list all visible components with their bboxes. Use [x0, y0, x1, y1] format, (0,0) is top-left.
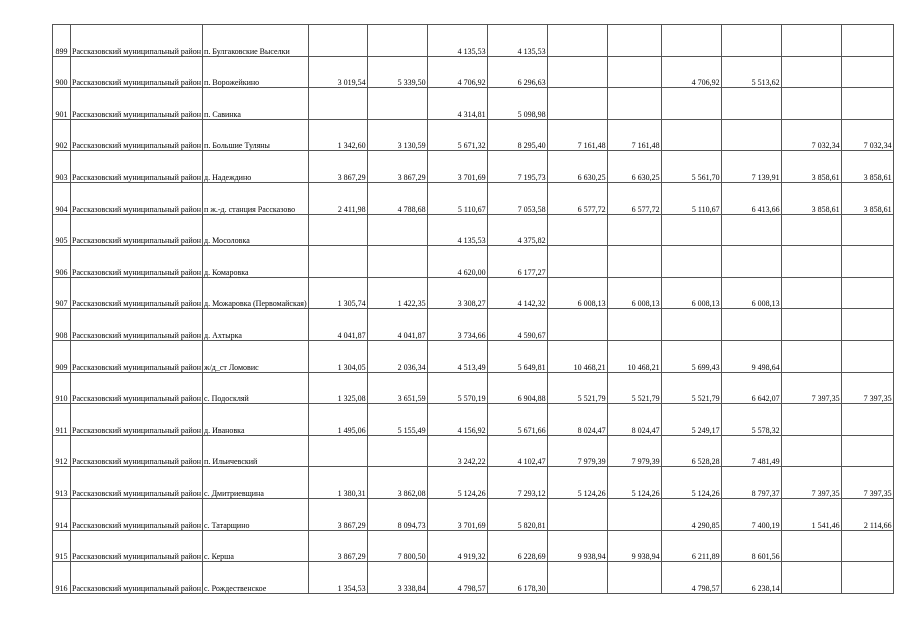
- row-number: 915: [53, 530, 71, 562]
- value-cell: [661, 214, 721, 246]
- value-cell: [547, 88, 607, 120]
- settlement-cell: с. Дмитриевщина: [203, 467, 309, 499]
- row-number: 910: [53, 372, 71, 404]
- value-cell: 6 413,66: [721, 182, 781, 214]
- value-cell: 6 008,13: [721, 277, 781, 309]
- value-cell: 4 919,32: [427, 530, 487, 562]
- settlement-cell: д. Надеждино: [203, 151, 309, 183]
- value-cell: [841, 214, 893, 246]
- district-cell: Рассказовский муниципальный район: [71, 498, 203, 530]
- settlement-cell: п. Савинка: [203, 88, 309, 120]
- table-row: [53, 88, 894, 120]
- value-cell: [721, 88, 781, 120]
- settlement-cell: п. Ворожейкино: [203, 56, 309, 88]
- value-cell: 5 699,43: [661, 340, 721, 372]
- value-cell: 5 561,70: [661, 151, 721, 183]
- value-cell: 4 798,57: [427, 562, 487, 594]
- value-cell: 3 862,08: [367, 467, 427, 499]
- value-cell: 5 155,49: [367, 404, 427, 436]
- value-cell: 6 577,72: [607, 182, 661, 214]
- value-cell: 6 528,28: [661, 435, 721, 467]
- value-cell: [607, 562, 661, 594]
- value-cell: 8 024,47: [607, 404, 661, 436]
- value-cell: 10 468,21: [547, 340, 607, 372]
- value-cell: 6 630,25: [547, 151, 607, 183]
- value-cell: [661, 88, 721, 120]
- value-cell: 6 228,69: [487, 530, 547, 562]
- value-cell: 4 135,53: [427, 25, 487, 57]
- value-cell: 6 178,30: [487, 562, 547, 594]
- value-cell: 6 238,14: [721, 562, 781, 594]
- value-cell: 4 706,92: [427, 56, 487, 88]
- value-cell: [367, 246, 427, 278]
- value-cell: 5 124,26: [427, 467, 487, 499]
- value-cell: [781, 562, 841, 594]
- value-cell: [781, 309, 841, 341]
- value-cell: 6 177,27: [487, 246, 547, 278]
- value-cell: 7 397,35: [781, 372, 841, 404]
- value-cell: [721, 309, 781, 341]
- value-cell: [841, 404, 893, 436]
- value-cell: 5 249,17: [661, 404, 721, 436]
- value-cell: 5 671,32: [427, 119, 487, 151]
- district-cell: Рассказовский муниципальный район: [71, 404, 203, 436]
- row-number: 913: [53, 467, 71, 499]
- district-cell: Рассказовский муниципальный район: [71, 530, 203, 562]
- table-row: [53, 309, 894, 341]
- value-cell: [781, 214, 841, 246]
- value-cell: [661, 246, 721, 278]
- value-cell: 3 867,29: [308, 498, 367, 530]
- value-cell: [781, 404, 841, 436]
- district-cell: Рассказовский муниципальный район: [71, 309, 203, 341]
- table-row: [53, 467, 894, 499]
- district-cell: Рассказовский муниципальный район: [71, 214, 203, 246]
- value-cell: 3 867,29: [308, 151, 367, 183]
- value-cell: 7 161,48: [607, 119, 661, 151]
- row-number: 911: [53, 404, 71, 436]
- value-cell: 6 577,72: [547, 182, 607, 214]
- table-row: [53, 435, 894, 467]
- value-cell: 5 110,67: [427, 182, 487, 214]
- value-cell: 6 008,13: [607, 277, 661, 309]
- value-cell: 4 156,92: [427, 404, 487, 436]
- value-cell: 4 513,49: [427, 340, 487, 372]
- district-cell: Рассказовский муниципальный район: [71, 56, 203, 88]
- value-cell: 4 798,57: [661, 562, 721, 594]
- value-cell: [547, 246, 607, 278]
- district-cell: Рассказовский муниципальный район: [71, 340, 203, 372]
- value-cell: 5 124,26: [661, 467, 721, 499]
- value-cell: [841, 530, 893, 562]
- value-cell: 5 098,98: [487, 88, 547, 120]
- table-row: [53, 277, 894, 309]
- settlement-cell: д. Ивановка: [203, 404, 309, 436]
- value-cell: 6 296,63: [487, 56, 547, 88]
- value-cell: 7 161,48: [547, 119, 607, 151]
- value-cell: 3 858,61: [781, 151, 841, 183]
- value-cell: [547, 309, 607, 341]
- row-number: 903: [53, 151, 71, 183]
- value-cell: 5 339,50: [367, 56, 427, 88]
- value-cell: [841, 56, 893, 88]
- value-cell: [721, 214, 781, 246]
- value-cell: 9 498,64: [721, 340, 781, 372]
- value-cell: [661, 309, 721, 341]
- value-cell: [781, 246, 841, 278]
- value-cell: [841, 309, 893, 341]
- district-cell: Рассказовский муниципальный район: [71, 372, 203, 404]
- settlement-cell: с. Татарщино: [203, 498, 309, 530]
- value-cell: [607, 56, 661, 88]
- value-cell: 1 305,74: [308, 277, 367, 309]
- value-cell: 3 242,22: [427, 435, 487, 467]
- row-number: 907: [53, 277, 71, 309]
- value-cell: [547, 562, 607, 594]
- value-cell: 4 290,85: [661, 498, 721, 530]
- value-cell: [547, 498, 607, 530]
- value-cell: [781, 530, 841, 562]
- value-cell: 6 008,13: [661, 277, 721, 309]
- value-cell: 1 541,46: [781, 498, 841, 530]
- row-number: 906: [53, 246, 71, 278]
- district-cell: Рассказовский муниципальный район: [71, 277, 203, 309]
- value-cell: [841, 435, 893, 467]
- value-cell: 5 513,62: [721, 56, 781, 88]
- table-row: [53, 119, 894, 151]
- district-cell: Рассказовский муниципальный район: [71, 435, 203, 467]
- table-row: [53, 404, 894, 436]
- row-number: 902: [53, 119, 71, 151]
- value-cell: 3 701,69: [427, 498, 487, 530]
- value-cell: 1 325,08: [308, 372, 367, 404]
- table-row: [53, 56, 894, 88]
- value-cell: 7 397,35: [841, 467, 893, 499]
- value-cell: [841, 277, 893, 309]
- value-cell: [781, 340, 841, 372]
- settlement-cell: д. Комаровка: [203, 246, 309, 278]
- value-cell: 3 651,59: [367, 372, 427, 404]
- settlement-cell: п. Большие Туляны: [203, 119, 309, 151]
- value-cell: [781, 56, 841, 88]
- value-cell: [308, 246, 367, 278]
- table-row: [53, 214, 894, 246]
- value-cell: [841, 340, 893, 372]
- value-cell: 6 630,25: [607, 151, 661, 183]
- table-row: [53, 25, 894, 57]
- value-cell: 7 139,91: [721, 151, 781, 183]
- value-cell: 8 797,37: [721, 467, 781, 499]
- value-cell: 1 495,06: [308, 404, 367, 436]
- table-row: [53, 340, 894, 372]
- value-cell: 4 041,87: [308, 309, 367, 341]
- value-cell: 5 570,19: [427, 372, 487, 404]
- value-cell: 5 521,79: [661, 372, 721, 404]
- value-cell: 7 293,12: [487, 467, 547, 499]
- value-cell: 9 938,94: [607, 530, 661, 562]
- value-cell: 5 110,67: [661, 182, 721, 214]
- value-cell: [367, 25, 427, 57]
- value-cell: 1 342,60: [308, 119, 367, 151]
- value-cell: [367, 435, 427, 467]
- row-number: 900: [53, 56, 71, 88]
- value-cell: [781, 25, 841, 57]
- value-cell: [308, 25, 367, 57]
- value-cell: 5 521,79: [547, 372, 607, 404]
- value-cell: 7 979,39: [607, 435, 661, 467]
- value-cell: 3 858,61: [841, 151, 893, 183]
- value-cell: 4 706,92: [661, 56, 721, 88]
- value-cell: 7 800,50: [367, 530, 427, 562]
- value-cell: 3 858,61: [781, 182, 841, 214]
- value-cell: 7 195,73: [487, 151, 547, 183]
- table-row: [53, 151, 894, 183]
- table-row: [53, 246, 894, 278]
- value-cell: [721, 119, 781, 151]
- row-number: 908: [53, 309, 71, 341]
- settlement-cell: п. Булгаковские Выселки: [203, 25, 309, 57]
- value-cell: 3 308,27: [427, 277, 487, 309]
- value-cell: 8 295,40: [487, 119, 547, 151]
- value-cell: 3 701,69: [427, 151, 487, 183]
- district-cell: Рассказовский муниципальный район: [71, 88, 203, 120]
- value-cell: 7 397,35: [841, 372, 893, 404]
- value-cell: 4 788,68: [367, 182, 427, 214]
- value-cell: 1 304,05: [308, 340, 367, 372]
- value-cell: 4 102,47: [487, 435, 547, 467]
- settlement-cell: д. Можаровка (Первомайская): [203, 277, 309, 309]
- value-cell: 2 114,66: [841, 498, 893, 530]
- value-cell: [661, 25, 721, 57]
- value-cell: [661, 119, 721, 151]
- row-number: 909: [53, 340, 71, 372]
- value-cell: 3 734,66: [427, 309, 487, 341]
- value-cell: 8 094,73: [367, 498, 427, 530]
- settlement-cell: д. Ахтырка: [203, 309, 309, 341]
- value-cell: [308, 435, 367, 467]
- value-cell: 3 867,29: [367, 151, 427, 183]
- value-cell: 7 053,58: [487, 182, 547, 214]
- district-cell: Рассказовский муниципальный район: [71, 562, 203, 594]
- value-cell: 4 314,81: [427, 88, 487, 120]
- value-cell: 5 521,79: [607, 372, 661, 404]
- value-cell: 6 642,07: [721, 372, 781, 404]
- value-cell: 3 858,61: [841, 182, 893, 214]
- value-cell: [607, 498, 661, 530]
- value-cell: 5 578,32: [721, 404, 781, 436]
- value-cell: 7 400,19: [721, 498, 781, 530]
- value-cell: 1 422,35: [367, 277, 427, 309]
- value-cell: 1 380,31: [308, 467, 367, 499]
- value-cell: 7 032,34: [841, 119, 893, 151]
- value-cell: [547, 25, 607, 57]
- value-cell: [781, 435, 841, 467]
- value-cell: [607, 88, 661, 120]
- row-number: 904: [53, 182, 71, 214]
- value-cell: 4 590,67: [487, 309, 547, 341]
- value-cell: [308, 88, 367, 120]
- value-cell: [841, 562, 893, 594]
- district-cell: Рассказовский муниципальный район: [71, 119, 203, 151]
- district-cell: Рассказовский муниципальный район: [71, 246, 203, 278]
- value-cell: 5 124,26: [547, 467, 607, 499]
- value-cell: 10 468,21: [607, 340, 661, 372]
- row-number: 901: [53, 88, 71, 120]
- value-cell: [781, 277, 841, 309]
- table-row: [53, 182, 894, 214]
- value-cell: [367, 88, 427, 120]
- value-cell: [607, 25, 661, 57]
- value-cell: [547, 56, 607, 88]
- district-cell: Рассказовский муниципальный район: [71, 182, 203, 214]
- value-cell: [547, 214, 607, 246]
- value-cell: [721, 246, 781, 278]
- row-number: 899: [53, 25, 71, 57]
- value-cell: 2 411,98: [308, 182, 367, 214]
- settlement-cell: п ж.-д. станция Рассказово: [203, 182, 309, 214]
- value-cell: [841, 88, 893, 120]
- settlement-cell: п. Ильичевский: [203, 435, 309, 467]
- table-row: [53, 562, 894, 594]
- tariff-table: [52, 24, 894, 594]
- value-cell: 6 904,88: [487, 372, 547, 404]
- value-cell: 5 820,81: [487, 498, 547, 530]
- value-cell: 8 601,56: [721, 530, 781, 562]
- value-cell: 3 338,84: [367, 562, 427, 594]
- value-cell: 1 354,53: [308, 562, 367, 594]
- value-cell: 3 867,29: [308, 530, 367, 562]
- value-cell: 2 036,34: [367, 340, 427, 372]
- row-number: 916: [53, 562, 71, 594]
- table-row: [53, 498, 894, 530]
- value-cell: 4 620,00: [427, 246, 487, 278]
- value-cell: 4 142,32: [487, 277, 547, 309]
- settlement-cell: с. Керша: [203, 530, 309, 562]
- value-cell: 3 130,59: [367, 119, 427, 151]
- value-cell: 5 649,81: [487, 340, 547, 372]
- value-cell: [781, 88, 841, 120]
- district-cell: Рассказовский муниципальный район: [71, 25, 203, 57]
- settlement-cell: ж/д_ст Ломовис: [203, 340, 309, 372]
- settlement-cell: с. Подоскляй: [203, 372, 309, 404]
- value-cell: [721, 25, 781, 57]
- district-cell: Рассказовский муниципальный район: [71, 151, 203, 183]
- settlement-cell: с. Рождественское: [203, 562, 309, 594]
- value-cell: 7 979,39: [547, 435, 607, 467]
- row-number: 905: [53, 214, 71, 246]
- value-cell: 4 041,87: [367, 309, 427, 341]
- value-cell: 3 019,54: [308, 56, 367, 88]
- table-row: [53, 372, 894, 404]
- value-cell: 4 375,82: [487, 214, 547, 246]
- value-cell: 9 938,94: [547, 530, 607, 562]
- value-cell: [841, 25, 893, 57]
- table-row: [53, 530, 894, 562]
- value-cell: [607, 309, 661, 341]
- value-cell: 5 671,66: [487, 404, 547, 436]
- value-cell: 6 008,13: [547, 277, 607, 309]
- value-cell: 6 211,89: [661, 530, 721, 562]
- value-cell: 7 032,34: [781, 119, 841, 151]
- value-cell: [308, 214, 367, 246]
- value-cell: 7 397,35: [781, 467, 841, 499]
- row-number: 914: [53, 498, 71, 530]
- value-cell: 8 024,47: [547, 404, 607, 436]
- district-cell: Рассказовский муниципальный район: [71, 467, 203, 499]
- value-cell: 7 481,49: [721, 435, 781, 467]
- row-number: 912: [53, 435, 71, 467]
- value-cell: 5 124,26: [607, 467, 661, 499]
- value-cell: [367, 214, 427, 246]
- settlement-cell: д. Мосоловка: [203, 214, 309, 246]
- value-cell: 4 135,53: [487, 25, 547, 57]
- value-cell: [607, 246, 661, 278]
- value-cell: 4 135,53: [427, 214, 487, 246]
- value-cell: [607, 214, 661, 246]
- value-cell: [841, 246, 893, 278]
